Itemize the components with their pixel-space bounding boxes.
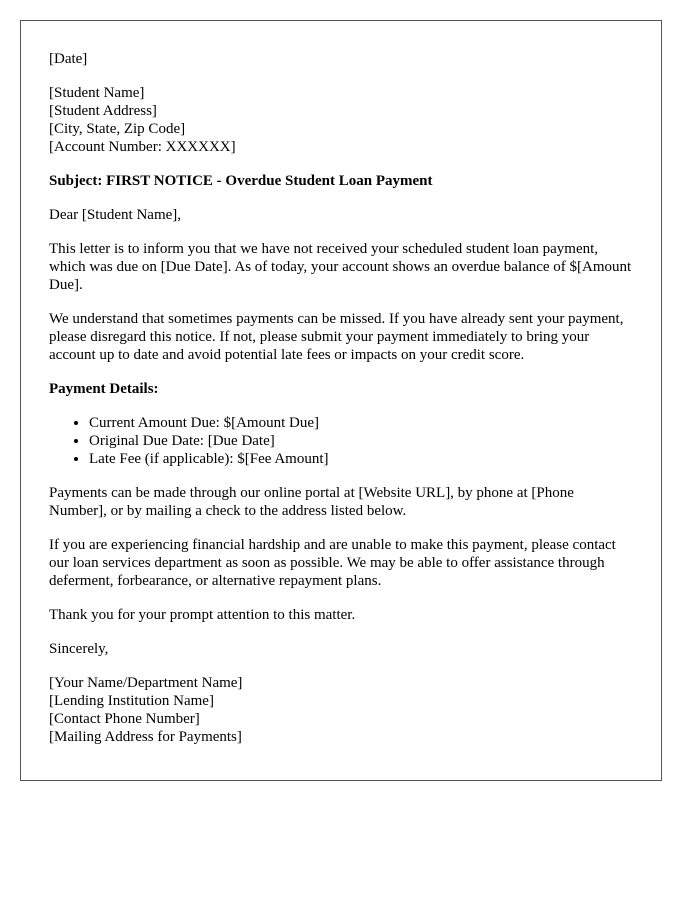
payment-details-list <box>49 414 633 468</box>
recipient-account-number: [Account Number: XXXXXX] <box>49 139 236 155</box>
signature-block <box>49 674 633 746</box>
paragraph-hardship: If you are experiencing financial hardship and are unable to make this payment, please contact our loan services department as soon as possible. We may be able to offer assistance through deferment, forbearance, or alternative repayment plans. <box>49 537 616 589</box>
paragraph-thanks: Thank you for your prompt attention to this matter. <box>49 607 356 623</box>
paragraph-payment-methods: Payments can be made through our online portal at [Website URL], by phone at [Phone Number], or by mailing a check to the address listed below. <box>49 485 574 519</box>
recipient-address: [Student Address] <box>49 103 157 119</box>
signature-address: [Mailing Address for Payments] <box>49 729 242 745</box>
detail-current-amount: • Current Amount Due: $[Amount Due] <box>89 414 633 432</box>
detail-original-due-date: • Original Due Date: [Due Date] <box>89 432 633 450</box>
payment-details-heading: Payment Details: <box>49 381 159 397</box>
signature-name: [Your Name/Department Name] <box>49 675 243 691</box>
letter-date: [Date] <box>49 51 88 67</box>
paragraph-understand: We understand that sometimes payments can be missed. If you have already sent your payment, please disregard this notice. If not, please submit your payment immediately to bring your account up to date and avoid potential late fees or impacts on your credit score. <box>49 311 624 363</box>
signature-institution: [Lending Institution Name] <box>49 693 214 709</box>
paragraph-notice: This letter is to inform you that we have not received your scheduled student loan payment, which was due on [Due Date]. As of today, your account shows an overdue balance of $[Amount Due]. <box>49 241 632 293</box>
letter-subject: Subject: FIRST NOTICE - Overdue Student Loan Payment <box>49 173 433 189</box>
recipient-block <box>49 84 633 156</box>
recipient-city-state-zip: [City, State, Zip Code] <box>49 121 186 137</box>
detail-late-fee: • Late Fee (if applicable): $[Fee Amount] <box>89 450 633 468</box>
salutation: Dear [Student Name], <box>49 207 182 223</box>
recipient-name: [Student Name] <box>49 85 145 101</box>
closing: Sincerely, <box>49 641 109 657</box>
letter-page <box>20 20 662 781</box>
signature-phone: [Contact Phone Number] <box>49 711 200 727</box>
